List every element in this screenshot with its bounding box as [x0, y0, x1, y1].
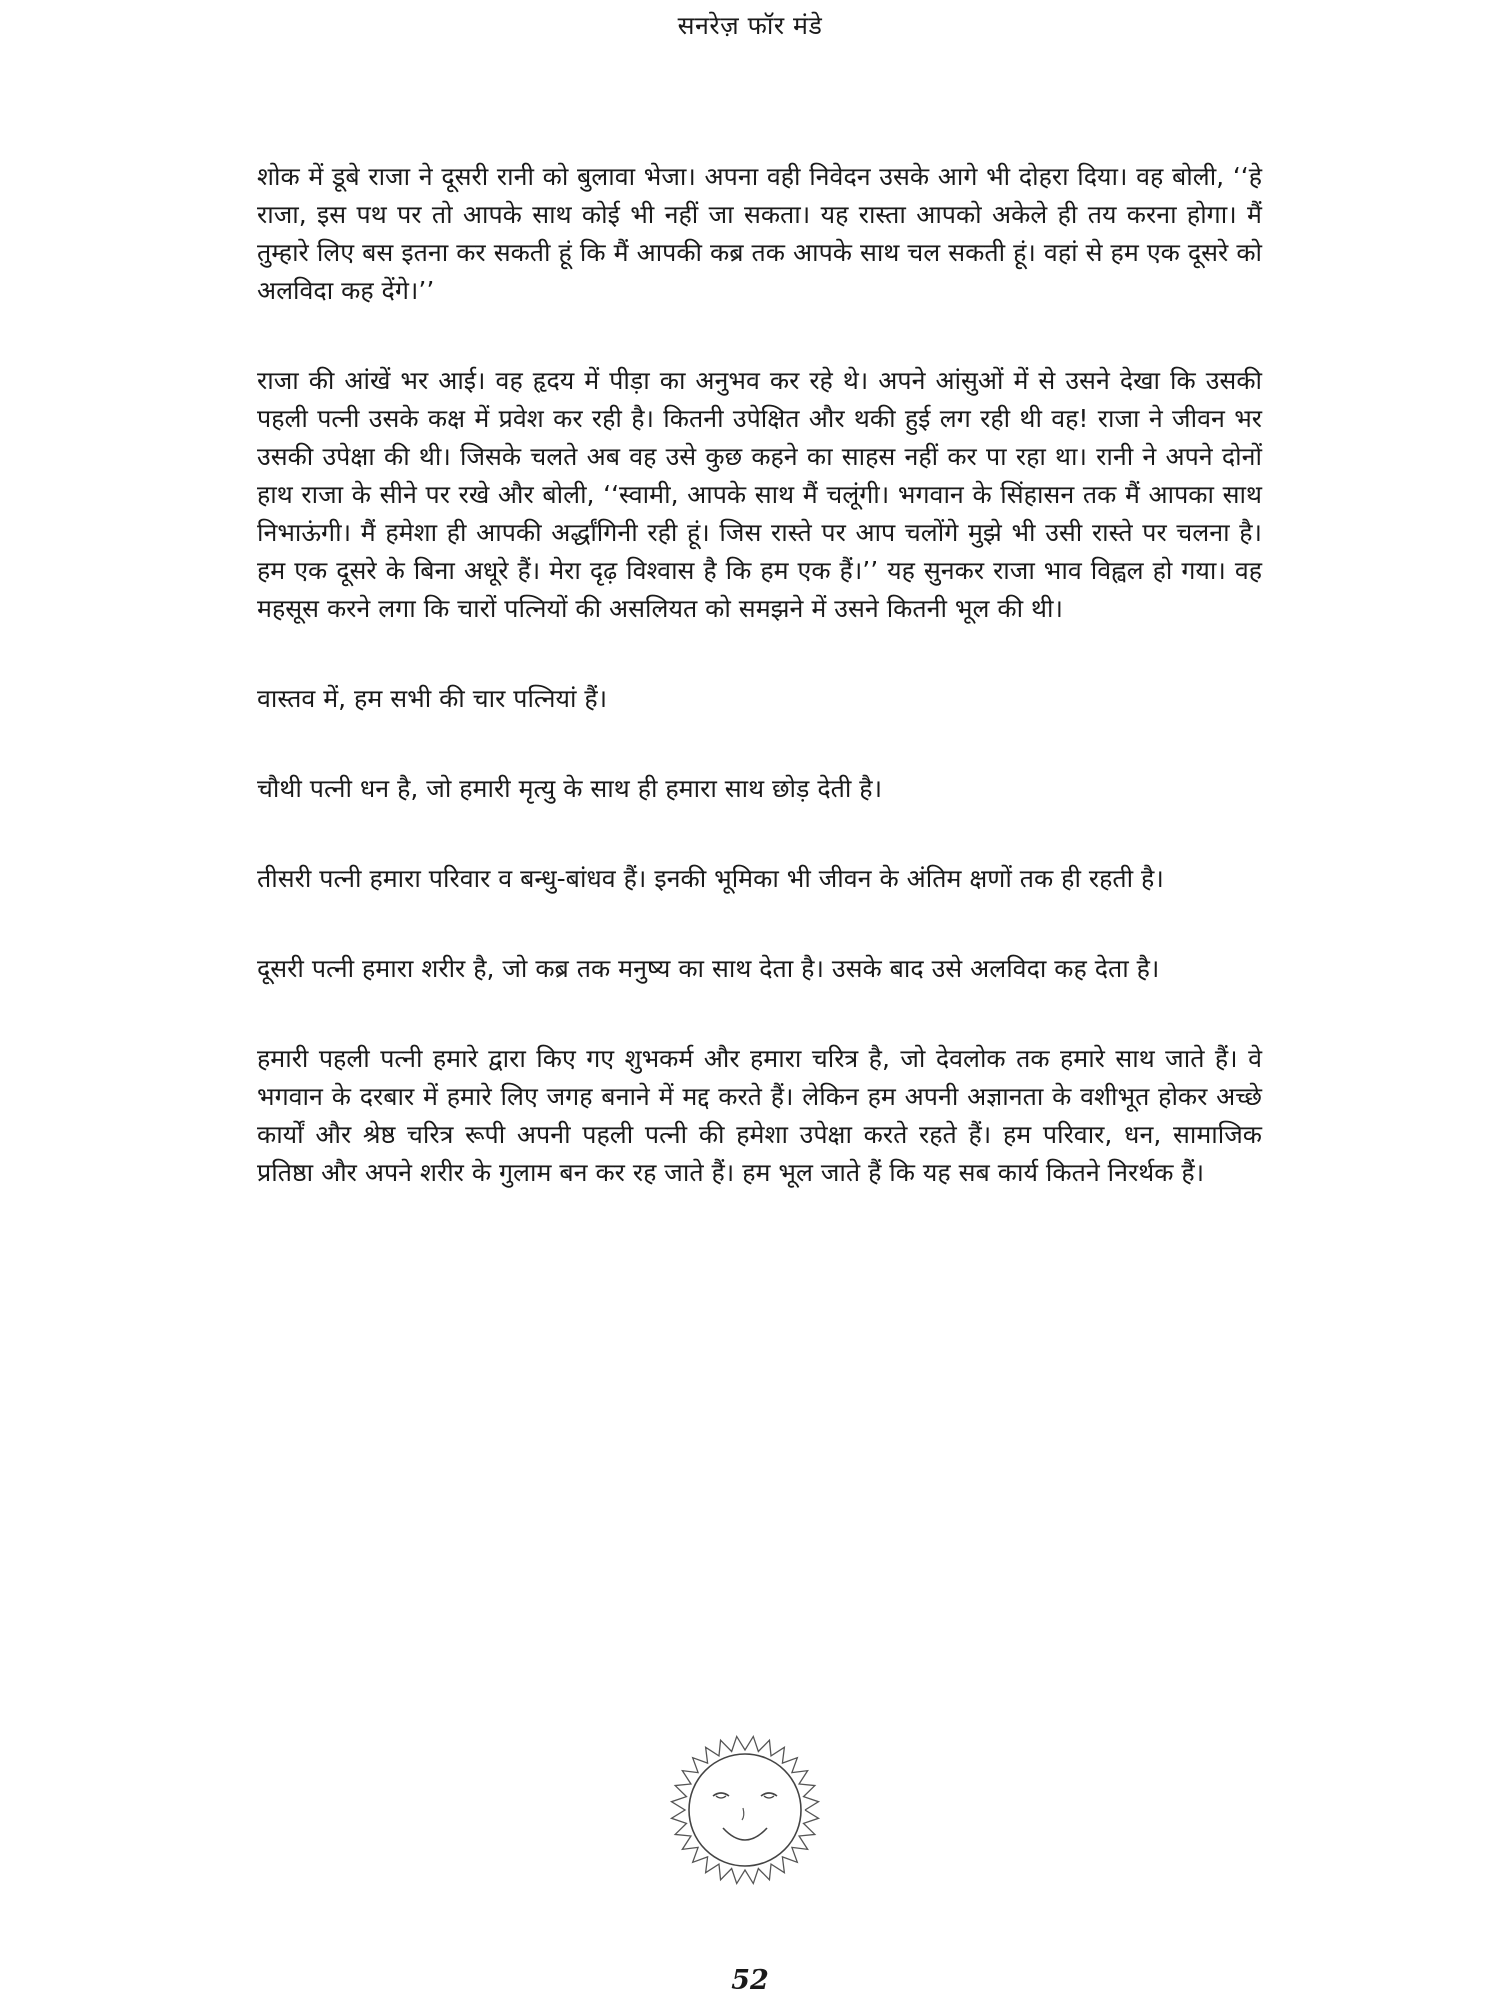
- page-number: 52: [731, 1965, 769, 1996]
- smiling-sun-icon: [665, 1730, 825, 1890]
- paragraph: दूसरी पत्नी हमारा शरीर है, जो कब्र तक मनुष्य का साथ देता है। उसके बाद उसे अलविदा कह देता है।: [257, 954, 1160, 983]
- paragraph: राजा की आंखें भर आई। वह हृदय में पीड़ा का अनुभव कर रहे थे। अपने आंसुओं में से उसने देखा कि उसकी पहली पत्नी उसके कक्ष में प्रवेश कर रही है। कितनी उपेक्षित और थकी हुई लग रही थी वह! राजा ने जीवन भर उसकी उपेक्षा की थी। जिसके चलते अब वह उसे कुछ कहने का साहस नहीं कर पा रहा था। रानी ने अपने दोनों हाथ राजा के सीने पर रखे और बोली, ‘‘स्वामी, आपके साथ मैं चलूंगी। भगवान के सिंहासन तक मैं आपका साथ निभाऊंगी। मैं हमेशा ही आपकी अर्द्धांगिनी रही हूं। जिस रास्ते पर आप चलोंगे मुझे भी उसी रास्ते पर चलना है। हम एक दूसरे के बिना अधूरे हैं। मेरा दृढ़ विश्वास है कि हम एक हैं।’’ यह सुनकर राजा भाव विह्वल हो गया। वह महसूस करने लगा कि चारों पत्नियों की असलियत को समझने में उसने कितनी भूल की थी।: [257, 366, 1262, 623]
- paragraph: तीसरी पत्नी हमारा परिवार व बन्धु-बांधव हैं। इनकी भूमिका भी जीवन के अंतिम क्षणों तक ही रहती है।: [257, 864, 1164, 893]
- sun-rays: [671, 1736, 818, 1883]
- running-header: सनरेज़ फॉर मंडे: [677, 11, 823, 40]
- paragraph: चौथी पत्नी धन है, जो हमारी मृत्यु के साथ ही हमारा साथ छोड़ देती है।: [257, 774, 883, 803]
- paragraph: शोक में डूबे राजा ने दूसरी रानी को बुलावा भेजा। अपना वही निवेदन उसके आगे भी दोहरा दिया। वह बोली, ‘‘हे राजा, इस पथ पर तो आपके साथ कोई भी नहीं जा सकता। यह रास्ता आपको अकेले ही तय करना होगा। मैं तुम्हारे लिए बस इतना कर सकती हूं कि मैं आपकी कब्र तक आपके साथ चल सकती हूं। वहां से हम एक दूसरे को अलविदा कह देंगे।’’: [257, 162, 1262, 305]
- paragraph: वास्तव में, हम सभी की चार पत्नियां हैं।: [257, 684, 608, 713]
- paragraph: हमारी पहली पत्नी हमारे द्वारा किए गए शुभकर्म और हमारा चरित्र है, जो देवलोक तक हमारे साथ जाते हैं। वे भगवान के दरबार में हमारे लिए जगह बनाने में मद्द करते हैं। लेकिन हम अपनी अज्ञानता के वशीभूत होकर अच्छे कार्यों और श्रेष्ठ चरित्र रूपी अपनी पहली पत्नी की हमेशा उपेक्षा करते रहते हैं। हम परिवार, धन, सामाजिक प्रतिष्ठा और अपने शरीर के गुलाम बन कर रह जाते हैं। हम भूल जाते हैं कि यह सब कार्य कितने निरर्थक हैं।: [257, 1044, 1262, 1187]
- body-text: [257, 158, 1262, 1192]
